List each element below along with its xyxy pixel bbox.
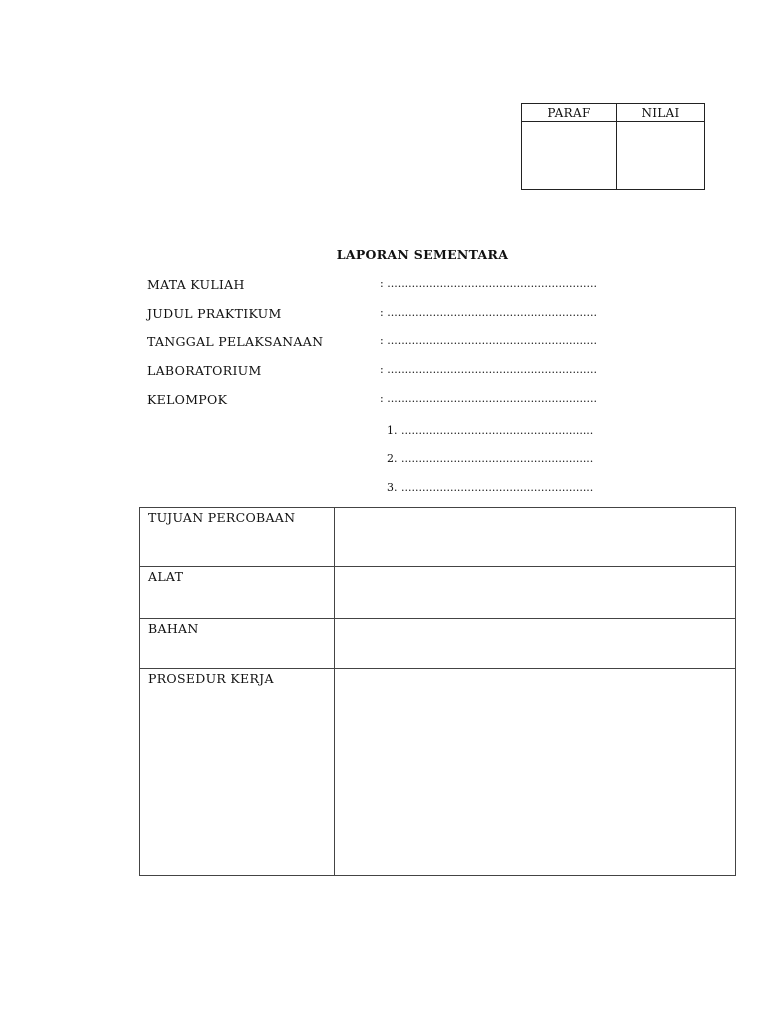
table-row [140, 669, 736, 876]
row-label-tujuan: TUJUAN PERCOBAAN [140, 508, 335, 567]
report-table [139, 507, 736, 876]
field-label: LABORATORIUM [147, 363, 262, 378]
field-label: MATA KULIAH [147, 277, 245, 292]
nilai-cell[interactable] [617, 122, 704, 189]
paraf-cell[interactable] [522, 122, 617, 189]
row-content-tujuan[interactable] [335, 508, 736, 567]
page-title: LAPORAN SEMENTARA [336, 247, 509, 262]
member-2[interactable]: 2. ....................................................... [387, 452, 594, 465]
member-3[interactable]: 3. ....................................................... [387, 481, 594, 494]
field-label: TANGGAL PELAKSANAAN [147, 334, 324, 349]
field-value[interactable]: : ............................................................ [380, 306, 597, 319]
table-row [140, 619, 736, 669]
field-label: KELOMPOK [147, 392, 228, 407]
field-value[interactable]: : ............................................................ [380, 392, 597, 405]
field-value[interactable]: : ............................................................ [380, 363, 597, 376]
paraf-header: PARAF [522, 104, 617, 122]
row-label-prosedur: PROSEDUR KERJA [140, 669, 335, 876]
table-row [140, 508, 736, 567]
field-value[interactable]: : ............................................................ [380, 334, 597, 347]
row-content-prosedur[interactable] [335, 669, 736, 876]
field-label: JUDUL PRAKTIKUM [147, 306, 282, 321]
row-label-alat: ALAT [140, 567, 335, 619]
row-label-bahan: BAHAN [140, 619, 335, 669]
nilai-header: NILAI [617, 104, 704, 122]
row-content-bahan[interactable] [335, 619, 736, 669]
table-row [140, 567, 736, 619]
row-content-alat[interactable] [335, 567, 736, 619]
member-1[interactable]: 1. ....................................................... [387, 424, 594, 437]
score-box [521, 103, 705, 190]
field-value[interactable]: : ............................................................ [380, 277, 597, 290]
